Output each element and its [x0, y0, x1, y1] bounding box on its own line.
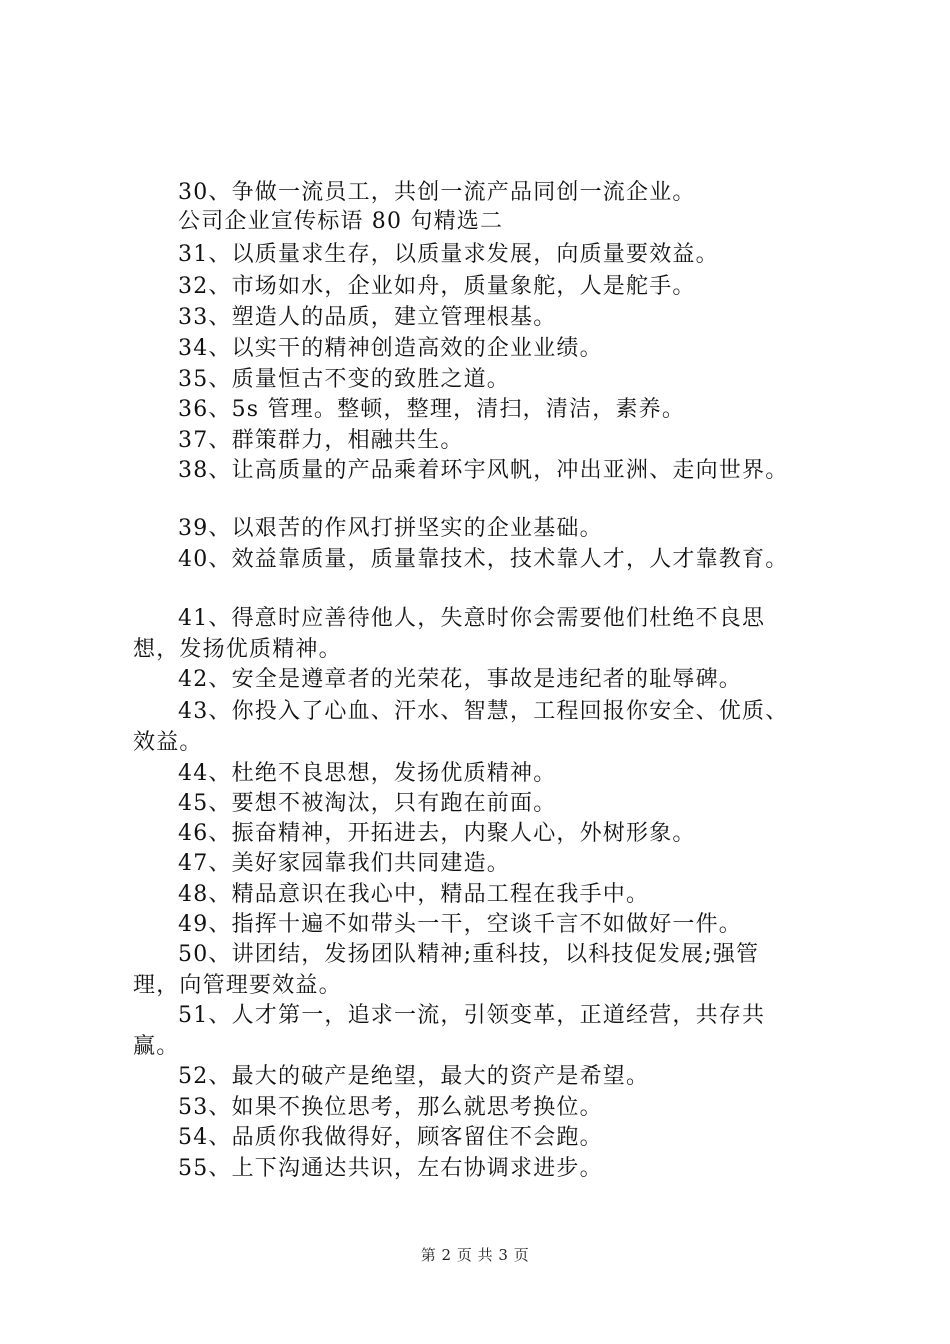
text-line: 52、最大的破产是绝望，最大的资产是希望。	[178, 1064, 650, 1089]
text-line: 43、你投入了心血、汗水、智慧，工程回报你安全、优质、	[178, 699, 789, 724]
text-line: 50、讲团结，发扬团队精神;重科技，以科技促发展;强管	[178, 942, 760, 967]
text-line: 想，发扬优质精神。	[133, 637, 342, 662]
text-line: 39、以艰苦的作风打拼坚实的企业基础。	[178, 516, 603, 541]
text-line: 51、人才第一，追求一流，引领变革，正道经营，共存共	[178, 1003, 766, 1028]
text-line: 55、上下沟通达共识，左右协调求进步。	[178, 1156, 603, 1181]
text-line: 49、指挥十遍不如带头一干，空谈千言不如做好一件。	[178, 912, 742, 937]
text-line: 53、如果不换位思考，那么就思考换位。	[178, 1095, 603, 1120]
text-line: 38、让高质量的产品乘着环宇风帆，冲出亚洲、走向世界。	[178, 458, 789, 483]
text-line: 41、得意时应善待他人，失意时你会需要他们杜绝不良思	[178, 606, 766, 631]
text-line: 32、市场如水，企业如舟，质量象舵，人是舵手。	[178, 274, 696, 299]
text-line: 36、5s 管理。整顿，整理，清扫，清洁，素养。	[178, 397, 686, 422]
text-line: 35、质量恒古不变的致胜之道。	[178, 367, 510, 392]
text-line: 30、争做一流员工，共创一流产品同创一流企业。	[178, 180, 696, 205]
text-line: 48、精品意识在我心中，精品工程在我手中。	[178, 882, 650, 907]
text-line: 31、以质量求生存，以质量求发展，向质量要效益。	[178, 242, 719, 267]
text-line: 理，向管理要效益。	[133, 973, 342, 998]
text-line: 45、要想不被淘汰，只有跑在前面。	[178, 791, 557, 816]
page-number-footer: 第 2 页 共 3 页	[420, 1246, 530, 1264]
text-line: 34、以实干的精神创造高效的企业业绩。	[178, 336, 603, 361]
text-line: 54、品质你我做得好，顾客留住不会跑。	[178, 1125, 603, 1150]
text-line: 47、美好家园靠我们共同建造。	[178, 851, 510, 876]
text-line: 40、效益靠质量，质量靠技术，技术靠人才，人才靠教育。	[178, 547, 789, 572]
text-line: 效益。	[133, 730, 203, 755]
text-line: 37、群策群力，相融共生。	[178, 428, 464, 453]
text-line: 赢。	[133, 1034, 180, 1059]
text-line: 46、振奋精神，开拓进去，内聚人心，外树形象。	[178, 821, 696, 846]
section-heading: 公司企业宣传标语 80 句精选二	[178, 209, 504, 234]
text-line: 42、安全是遵章者的光荣花，事故是违纪者的耻辱碑。	[178, 667, 742, 692]
text-line: 33、塑造人的品质，建立管理根基。	[178, 305, 557, 330]
text-line: 44、杜绝不良思想，发扬优质精神。	[178, 761, 557, 786]
